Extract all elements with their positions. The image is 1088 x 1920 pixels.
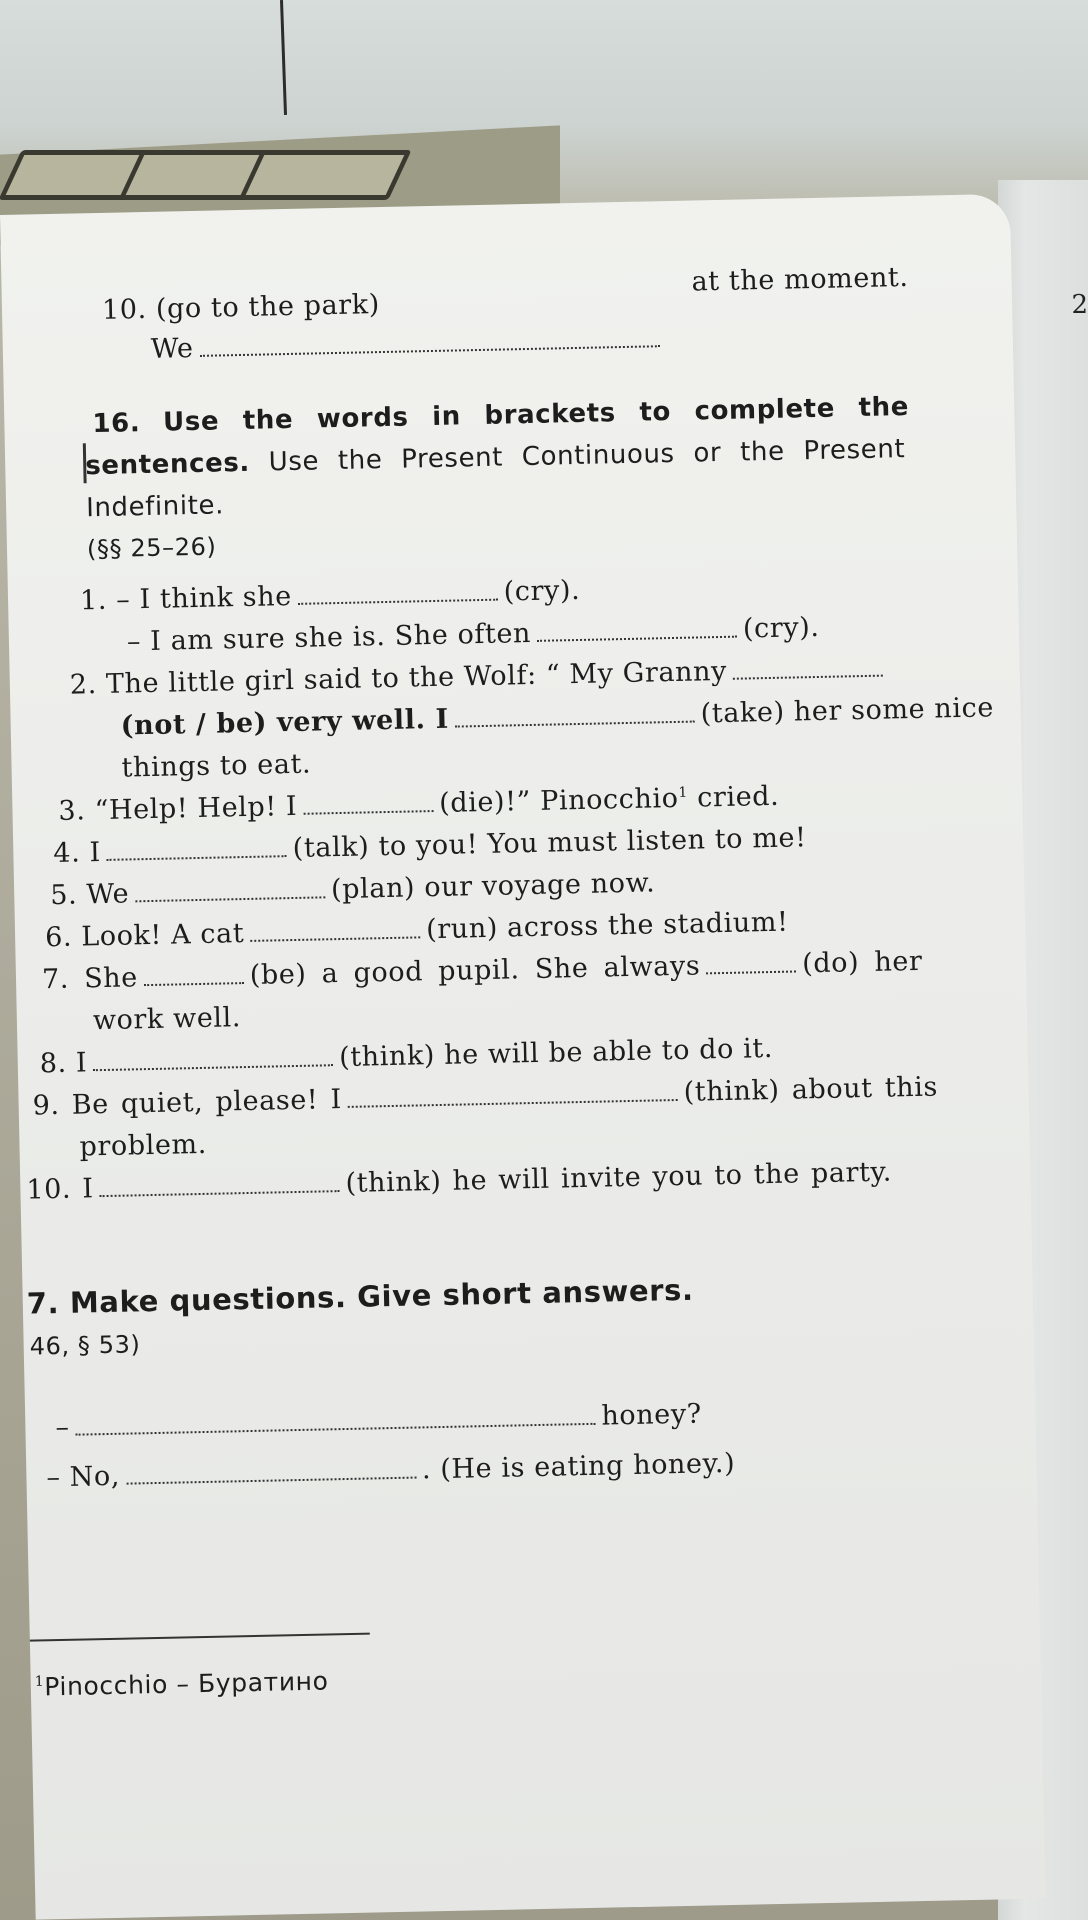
item-5: 5. We (plan) our voyage now. [49,867,656,912]
exercise-16-reference: (§§ 25–26) [86,532,217,564]
item-2c: things to eat. [121,748,312,784]
answer-blank[interactable] [135,876,325,902]
item-9b: problem. [79,1128,208,1163]
item-1a: 1. – I think she (cry). [79,574,581,617]
item-2b: (not / be) very well. I (take) her some nice [120,692,995,742]
prev-item-10-cue: 10. (go to the park) [101,289,381,326]
exercise-17-reference: 46, § 53) [29,1330,141,1361]
item-2a: 2. The little girl said to the Wolf: “ My Granny [70,652,890,700]
exercise-16-heading-line1: 16. Use the words in brackets to complete the [92,392,910,440]
item-4: 4. I (talk) to you! You must listen to me! [53,822,807,870]
answer-blank[interactable] [93,1044,333,1071]
prev-item-10-tail: at the moment. [691,261,909,298]
answer-blank[interactable] [706,950,796,974]
exercise-16-heading-line2: sentences. Use the Present Continuous or the Present [84,434,906,482]
answer-blank[interactable] [733,655,883,680]
answer-blank[interactable] [99,1170,339,1197]
answer-blank[interactable] [537,616,737,642]
background-shape [238,150,411,200]
footnote: $^1$Pinocchio – Буратино [34,1666,329,1702]
item-3: 3. “Help! Help! I (die)!” Pinocchio$^1$ cried. [58,780,780,827]
facing-page-number: 2 [1071,290,1088,320]
workbook-page [0,194,1045,1920]
answer-blank[interactable] [107,835,287,861]
answer-blank[interactable] [348,1079,678,1108]
answer-blank[interactable] [250,916,420,942]
answer-blank[interactable] [199,325,659,357]
exercise-17-line1: – honey? [55,1398,703,1444]
item-9a: 9. Be quiet, please! I (think) about this [32,1071,939,1122]
answer-blank[interactable] [144,962,244,986]
answer-blank[interactable] [454,701,694,728]
item-7a: 7. She (be) a good pupil. She always (do) her [41,945,923,996]
answer-blank[interactable] [303,790,433,815]
answer-blank[interactable] [75,1403,595,1436]
exercise-17-line2: – No, . (He is eating honey.) [46,1447,736,1494]
item-1b: – I am sure she is. She often (cry). [126,611,820,658]
exercise-16-heading-line3: Indefinite. [85,490,225,524]
item-8: 8. I (think) he will be able to do it. [39,1032,774,1080]
item-7b: work well. [92,1002,242,1037]
answer-blank[interactable] [297,579,497,605]
prev-item-10-start: We [151,323,666,365]
item-6: 6. Look! A cat (run) across the stadium! [44,906,789,954]
item-10: 10. I (think) he will invite you to the party. [26,1156,893,1206]
answer-blank[interactable] [126,1457,416,1485]
footnote-rule [30,1633,370,1642]
exercise-17-heading: 7. Make questions. Give short answers. [26,1272,694,1321]
